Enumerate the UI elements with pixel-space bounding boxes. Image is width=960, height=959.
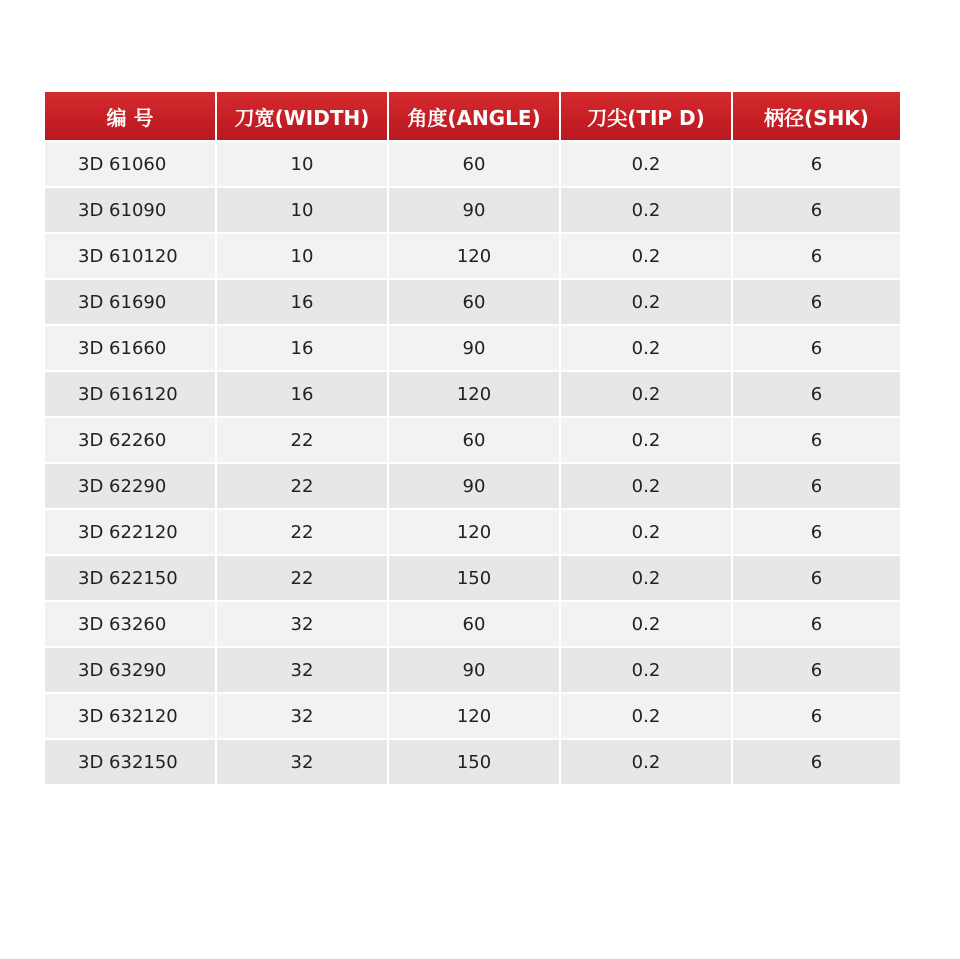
table-header-row [45, 92, 900, 140]
cell-angle: 90 [389, 464, 559, 508]
cell-width: 16 [217, 326, 387, 370]
cell-angle: 120 [389, 234, 559, 278]
cell-tip-d: 0.2 [561, 694, 731, 738]
cell-angle: 90 [389, 188, 559, 232]
cell-width: 10 [217, 142, 387, 186]
table-row [45, 648, 900, 692]
cell-width: 16 [217, 372, 387, 416]
table-row [45, 234, 900, 278]
cell-shank: 6 [733, 648, 900, 692]
cell-width: 16 [217, 280, 387, 324]
table-row [45, 372, 900, 416]
cell-shank: 6 [733, 464, 900, 508]
cell-code: 3D 62260 [45, 418, 215, 462]
cell-angle: 90 [389, 648, 559, 692]
cell-angle: 120 [389, 694, 559, 738]
cell-shank: 6 [733, 188, 900, 232]
table-row [45, 188, 900, 232]
cell-angle: 120 [389, 372, 559, 416]
cell-code: 3D 63260 [45, 602, 215, 646]
table-row [45, 280, 900, 324]
header-angle: 角度(ANGLE) [389, 92, 559, 140]
cell-shank: 6 [733, 740, 900, 784]
cell-width: 10 [217, 188, 387, 232]
cell-tip-d: 0.2 [561, 142, 731, 186]
cell-tip-d: 0.2 [561, 418, 731, 462]
cell-width: 10 [217, 234, 387, 278]
cell-tip-d: 0.2 [561, 556, 731, 600]
cell-angle: 150 [389, 740, 559, 784]
table-row [45, 464, 900, 508]
table-row [45, 510, 900, 554]
cell-code: 3D 61090 [45, 188, 215, 232]
table-row [45, 326, 900, 370]
cell-code: 3D 61660 [45, 326, 215, 370]
cell-code: 3D 616120 [45, 372, 215, 416]
cell-shank: 6 [733, 510, 900, 554]
cell-width: 32 [217, 602, 387, 646]
cell-tip-d: 0.2 [561, 740, 731, 784]
cell-angle: 60 [389, 602, 559, 646]
spec-table [43, 90, 902, 786]
cell-code: 3D 63290 [45, 648, 215, 692]
spec-table-container [45, 92, 896, 784]
table-row [45, 556, 900, 600]
cell-angle: 60 [389, 142, 559, 186]
cell-tip-d: 0.2 [561, 280, 731, 324]
cell-code: 3D 632120 [45, 694, 215, 738]
cell-code: 3D 610120 [45, 234, 215, 278]
cell-angle: 120 [389, 510, 559, 554]
cell-shank: 6 [733, 418, 900, 462]
header-shank: 柄径(SHK) [733, 92, 900, 140]
cell-shank: 6 [733, 694, 900, 738]
cell-code: 3D 61690 [45, 280, 215, 324]
table-row [45, 602, 900, 646]
table-row [45, 694, 900, 738]
cell-code: 3D 622120 [45, 510, 215, 554]
cell-tip-d: 0.2 [561, 188, 731, 232]
cell-code: 3D 62290 [45, 464, 215, 508]
cell-shank: 6 [733, 234, 900, 278]
cell-angle: 60 [389, 280, 559, 324]
header-tip-d: 刀尖(TIP D) [561, 92, 731, 140]
cell-shank: 6 [733, 372, 900, 416]
cell-width: 22 [217, 556, 387, 600]
cell-width: 22 [217, 418, 387, 462]
cell-width: 22 [217, 464, 387, 508]
header-width: 刀宽(WIDTH) [217, 92, 387, 140]
cell-tip-d: 0.2 [561, 372, 731, 416]
cell-shank: 6 [733, 602, 900, 646]
cell-tip-d: 0.2 [561, 464, 731, 508]
cell-tip-d: 0.2 [561, 602, 731, 646]
cell-width: 22 [217, 510, 387, 554]
cell-code: 3D 622150 [45, 556, 215, 600]
cell-shank: 6 [733, 326, 900, 370]
cell-tip-d: 0.2 [561, 326, 731, 370]
cell-code: 3D 632150 [45, 740, 215, 784]
cell-angle: 90 [389, 326, 559, 370]
table-row [45, 740, 900, 784]
cell-width: 32 [217, 740, 387, 784]
cell-width: 32 [217, 694, 387, 738]
cell-width: 32 [217, 648, 387, 692]
cell-angle: 150 [389, 556, 559, 600]
table-body [45, 142, 900, 784]
cell-shank: 6 [733, 556, 900, 600]
cell-code: 3D 61060 [45, 142, 215, 186]
table-row [45, 142, 900, 186]
cell-shank: 6 [733, 280, 900, 324]
cell-shank: 6 [733, 142, 900, 186]
header-code: 编 号 [45, 92, 215, 140]
cell-angle: 60 [389, 418, 559, 462]
cell-tip-d: 0.2 [561, 648, 731, 692]
table-row [45, 418, 900, 462]
cell-tip-d: 0.2 [561, 510, 731, 554]
cell-tip-d: 0.2 [561, 234, 731, 278]
